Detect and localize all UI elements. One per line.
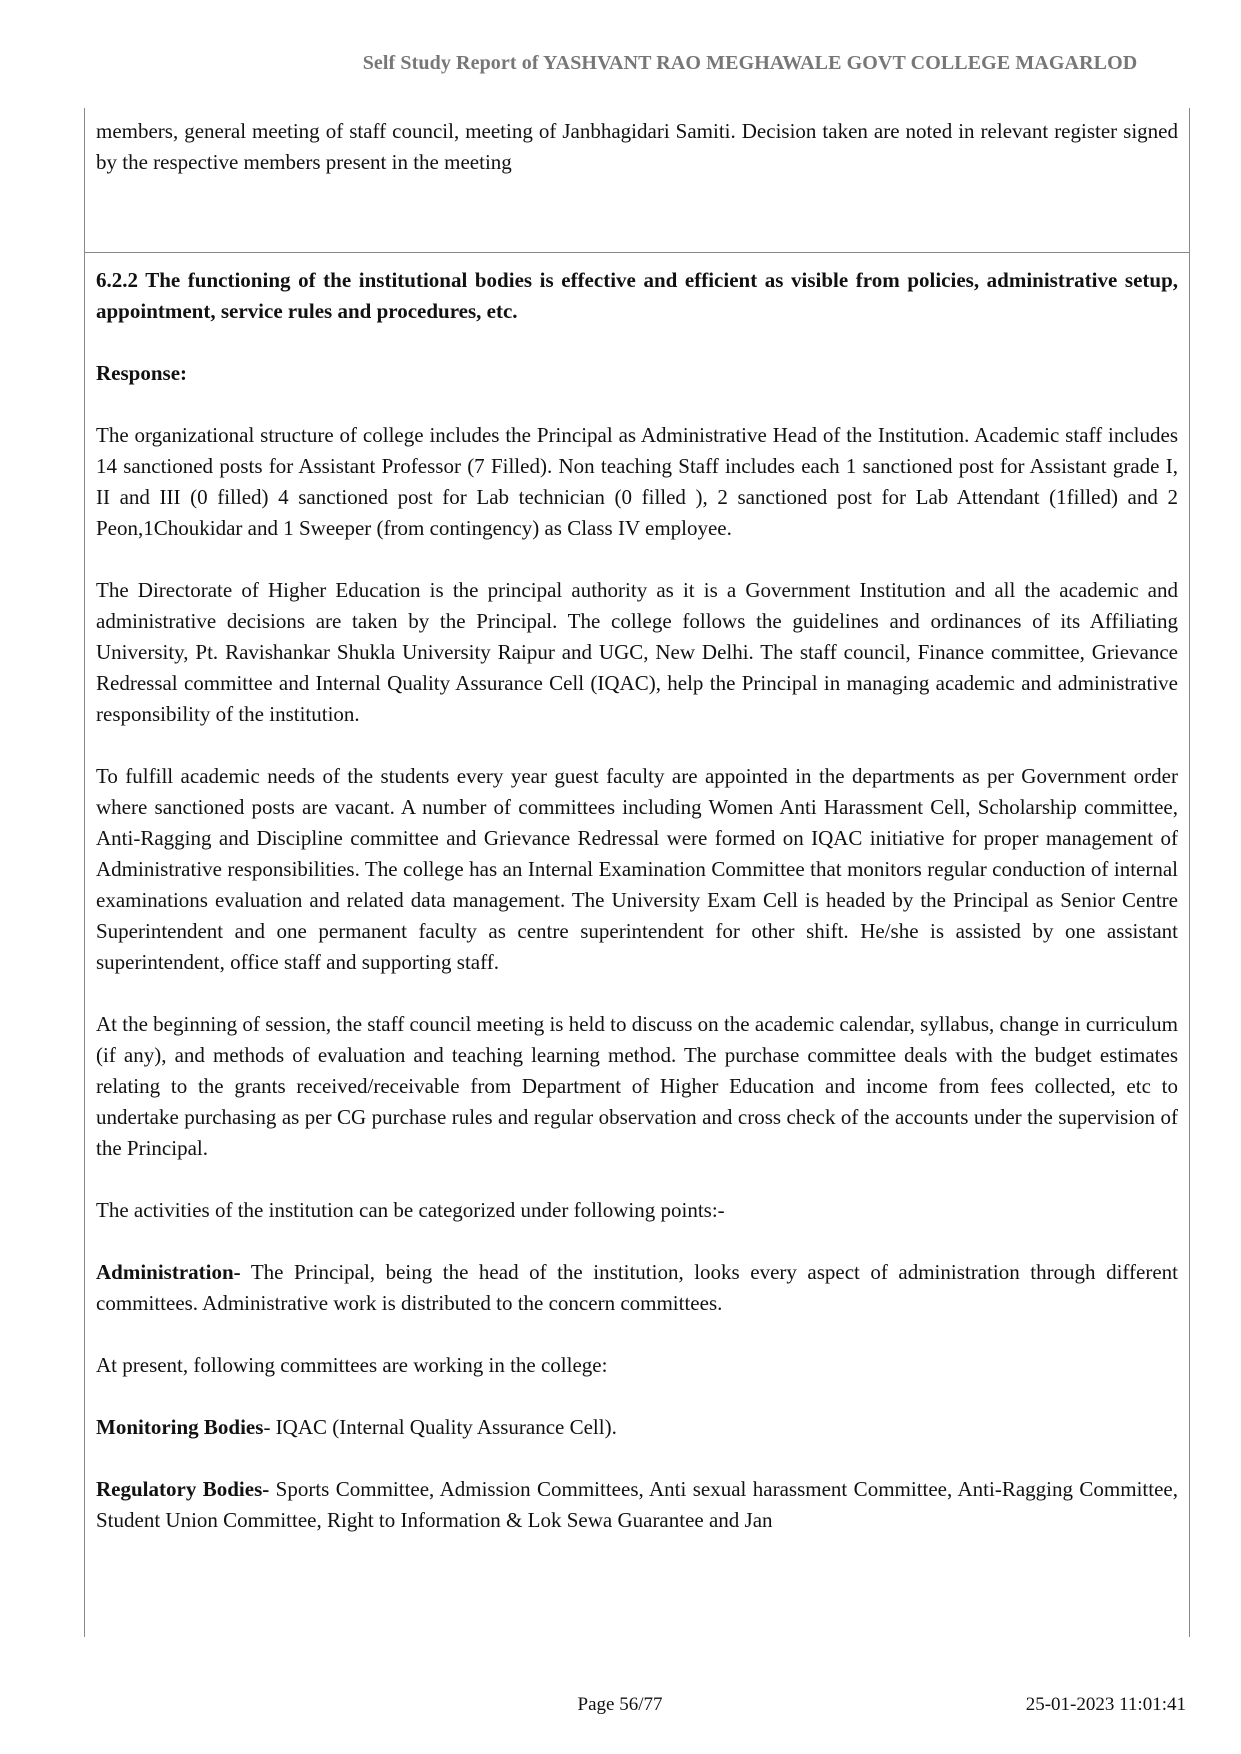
administration-text: The Principal, being the head of the institution, looks every aspect of administration through different committees. Administrative work is distributed to the concern committees. <box>96 1260 1178 1315</box>
paragraph-authority: The Directorate of Higher Education is the principal authority as it is a Government Institution and all the academic and administrative decisions are taken by the Principal. The college follows the guidelines and ordinances of its Affiliating University, Pt. Ravishankar Shukla University Raipur and UGC, New Delhi. The staff council, Finance committee, Grievance Redressal committee and Internal Quality Assurance Cell (IQAC), help the Principal in managing academic and administrative responsibility of the institution. <box>96 578 1178 726</box>
paragraph-staff-council: At the beginning of session, the staff council meeting is held to discuss on the academic calendar, syllabus, change in curriculum (if any), and methods of evaluation and teaching learning method. The purchase committee deals with the budget estimates relating to the grants received/receivable from Department of Higher Education and income from fees collected, etc to undertake purchasing as per CG purchase rules and regular observation and cross check of the accounts under the supervision of the Principal. <box>96 1012 1178 1160</box>
regulatory-label: Regulatory Bodies- <box>96 1477 270 1501</box>
section-cell <box>84 253 1190 1637</box>
monitoring-text: - IQAC (Internal Quality Assurance Cell). <box>263 1415 617 1439</box>
page-number: Page 56/77 <box>577 1694 663 1715</box>
monitoring-paragraph <box>96 1412 1178 1443</box>
previous-cell <box>84 108 1190 253</box>
page-header: Self Study Report of YASHVANT RAO MEGHAWALE GOVT COLLEGE MAGARLOD <box>362 52 1138 74</box>
previous-cell-text: members, general meeting of staff council, meeting of Janbhagidari Samiti. Decision taken are noted in relevant register signed by the respective members present in the meeting <box>96 119 1178 174</box>
monitoring-label: Monitoring Bodies <box>96 1415 264 1439</box>
regulatory-text: Sports Committee, Admission Committees, Anti sexual harassment Committee, Anti-Ragging Committee, Student Union Committee, Right to Information & Lok Sewa Guarantee and Jan <box>96 1477 1178 1532</box>
paragraph-structure: The organizational structure of college includes the Principal as Administrative Head of the Institution. Academic staff includes 14 sanctioned posts for Assistant Professor (7 Filled). Non teaching Staff includes each 1 sanctioned post for Assistant grade I, II and III (0 filled) 4 sanctioned post for Lab technician (0 filled ), 2 sanctioned post for Lab Attendant (1filled) and 2 Peon,1Choukidar and 1 Sweeper (from contingency) as Class IV employee. <box>96 423 1178 540</box>
present-committees: At present, following committees are working in the college: <box>96 1353 608 1377</box>
administration-label: Administration- <box>96 1260 241 1284</box>
question-heading: 6.2.2 The functioning of the institutional bodies is effective and efficient as visible from policies, administrative setup, appointment, service rules and procedures, etc. <box>96 268 1178 323</box>
response-label: Response: <box>96 361 188 385</box>
timestamp: 25-01-2023 11:01:41 <box>1025 1694 1186 1715</box>
paragraph-activities: The activities of the institution can be categorized under following points:- <box>96 1198 725 1222</box>
administration-paragraph <box>96 1257 1178 1319</box>
paragraph-committees: To fulfill academic needs of the students every year guest faculty are appointed in the departments as per Government order where sanctioned posts are vacant. A number of committees including Women Anti Harassment Cell, Scholarship committee, Anti-Ragging and Discipline committee and Grievance Redressal were formed on IQAC initiative for proper management of Administrative responsibilities. The college has an Internal Examination Committee that monitors regular conduction of internal examinations evaluation and related data management. The University Exam Cell is headed by the Principal as Senior Centre Superintendent and one permanent faculty as centre superintendent for other shift. He/she is assisted by one assistant superintendent, office staff and supporting staff. <box>96 764 1178 974</box>
regulatory-paragraph <box>96 1474 1178 1536</box>
